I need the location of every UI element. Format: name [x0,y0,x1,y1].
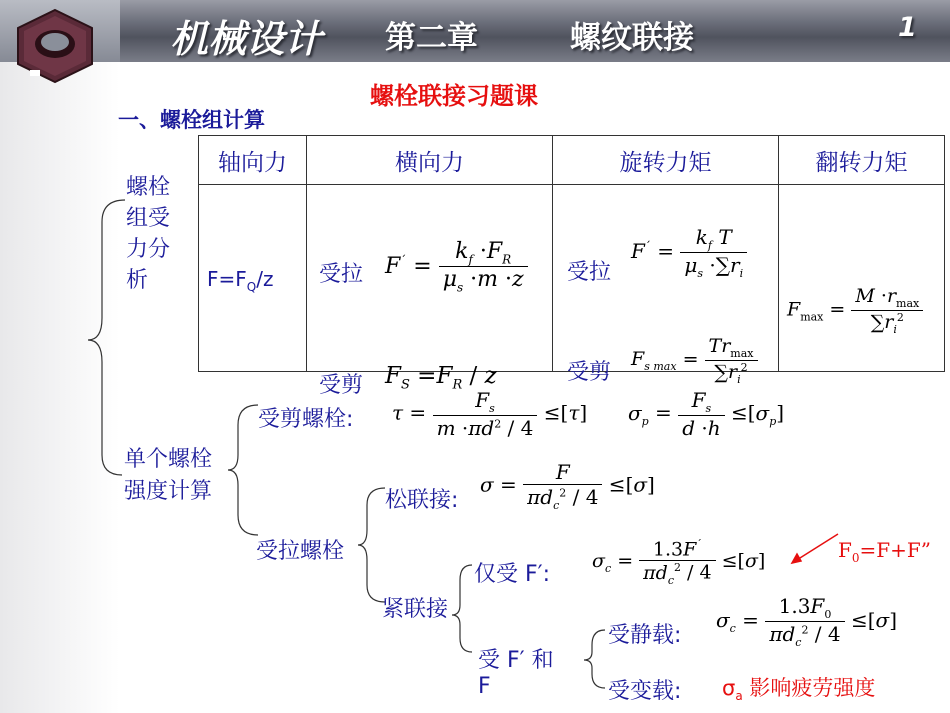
torque-tension-label: 受拉 [567,260,612,285]
torque-shear-label: 受剪 [567,360,612,385]
page-number: 1 [898,12,917,43]
fatigue-symbol: σ [722,676,736,700]
header-overturn: 翻转力矩 [779,136,945,185]
section-heading: 一、螺栓组计算 [118,108,265,132]
chapter-title: 螺纹联接 [570,20,694,56]
static-load-label: 受静载: [608,623,682,648]
preload-and-F-line: F [478,674,491,699]
shear-stress-formula: τ = $\frac{F_s}{m \cdot\pi d^2 / 4}$ ≤[τ] [392,388,588,440]
preload-only-label: 仅受 F′: [474,562,551,587]
single-label-line: 单个螺栓 [124,447,213,472]
F0-text: F [838,538,852,562]
F0-tail: =F+F” [859,538,932,562]
axial-cell [199,185,307,372]
bolt-group-force-table [198,135,945,398]
lateral-tension-formula: F´ = $\frac{k_f \cdot F_R}{\mu_s \cdot m \cdot z}$ [385,239,528,295]
static-load-formula: $\sigma_c$ = $\frac{1.3F_0}{\pi d_c^2 / 4}$ ≤[σ] [716,594,898,649]
lateral-tension-label: 受拉 [319,262,364,287]
overturn-formula: $F_{max}$ = $\frac{M \cdot r_{max}}{\sum r_i^2}$ [787,285,923,336]
loose-joint-label: 松联接: [385,488,459,513]
torque-cell [553,185,779,386]
logo-title: 机械设计 [170,17,323,61]
shear-bolt-label: 受剪螺栓: [258,407,354,432]
F0-sub: 0 [851,551,860,565]
lesson-title: 螺栓联接习题课 [370,82,538,110]
chapter-label: 第二章 [385,20,478,56]
single-label-line: 强度计算 [124,479,213,504]
group-label-line: 螺栓 [126,175,171,200]
overturn-cell [779,185,945,372]
axial-tail: /z [256,267,274,291]
preload-and-F-label [478,648,554,700]
preload-only-formula: $\sigma_c$ = $\frac{1.3F^´}{\pi d_c^2 / 4}$ ≤[σ] [592,538,766,587]
preload-and-F-line: 受 F′ 和 [478,648,554,673]
lateral-shear-label: 受剪 [319,373,364,398]
header-lateral: 横向力 [307,136,553,185]
group-label-line: 组受 [126,206,171,231]
fatigue-symbol-sub: a [735,689,743,704]
torque-tension-formula: F´ = $\frac{k_f T}{\mu_s \cdot\sum r_i}$ [631,225,747,280]
axial-sub: Q [246,280,257,294]
bearing-stress-formula: $\sigma_p$ = $\frac{F_s}{d \cdot h}$ $\le[\sigma_p]$ [628,388,785,440]
torque-shear-formula: $F_{s max}$ = $\frac{Tr_{max}}{\sum r_i^2}$ [631,335,758,386]
single-bolt-label [124,444,212,508]
axial-formula [207,267,273,294]
tension-bolt-label: 受拉螺栓 [256,539,345,564]
variable-load-label: 受变载: [608,679,682,704]
loose-joint-formula: σ = $\frac{F}{\pi d_c^2 / 4}$ ≤[σ] [480,460,655,512]
lateral-shear-formula: $F_S =F_R / z$ [385,363,497,393]
tight-joint-label: 紧联接 [382,597,449,622]
header-axial: 轴向力 [199,136,307,185]
lateral-cell [307,185,553,398]
F0-annotation [838,538,931,565]
header-torque: 旋转力矩 [553,136,779,185]
group-label-line: 析 [126,268,149,293]
group-label-line: 力分 [126,237,171,262]
fatigue-note-text: 影响疲劳强度 [749,676,876,700]
axial-text: F=F [207,267,247,291]
fatigue-note [722,672,875,703]
